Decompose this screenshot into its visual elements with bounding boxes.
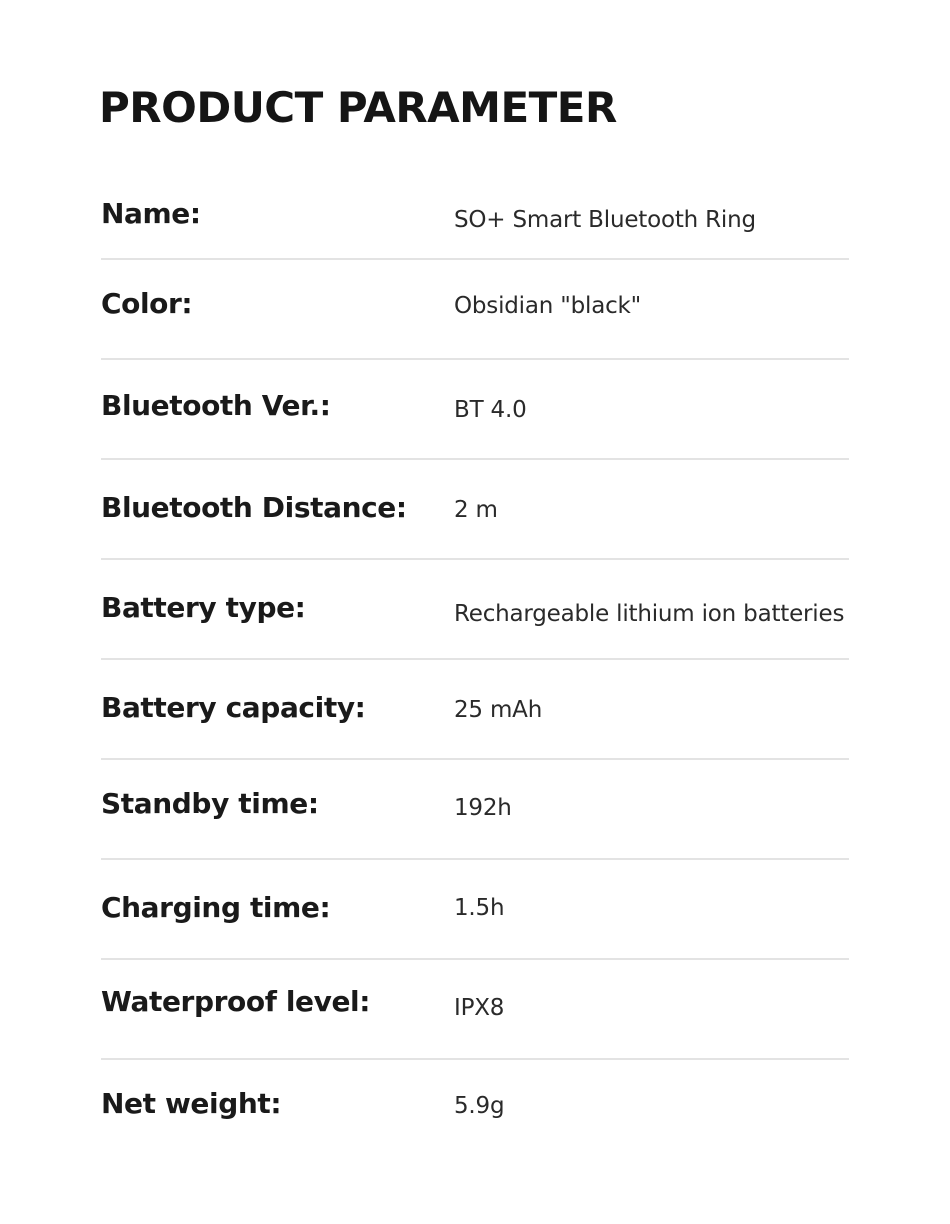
spec-value: 1.5h (454, 895, 505, 921)
spec-label: Name: (101, 197, 201, 230)
spec-row-color (101, 260, 849, 360)
spec-label: Waterproof level: (101, 985, 371, 1018)
spec-label: Standby time: (101, 787, 319, 820)
spec-label: Charging time: (101, 891, 331, 924)
spec-label: Battery type: (101, 591, 306, 624)
spec-value: 25 mAh (454, 697, 543, 723)
spec-label: Battery capacity: (101, 691, 366, 724)
spec-row-waterproof-level (101, 960, 849, 1060)
spec-label: Color: (101, 287, 193, 320)
spec-value: BT 4.0 (454, 397, 527, 423)
spec-label: Bluetooth Distance: (101, 491, 407, 524)
spec-value: SO+ Smart Bluetooth Ring (454, 207, 756, 233)
spec-row-battery-type (101, 560, 849, 660)
spec-value: 192h (454, 795, 512, 821)
spec-label: Net weight: (101, 1087, 282, 1120)
spec-value: Rechargeable lithium ion batteries (454, 601, 845, 627)
spec-row-bluetooth-version (101, 360, 849, 460)
spec-row-name (101, 160, 849, 260)
spec-value: Obsidian "black" (454, 293, 642, 319)
spec-value: 2 m (454, 497, 498, 523)
page-title: PRODUCT PARAMETER (99, 83, 617, 132)
spec-table (101, 160, 849, 1160)
spec-row-battery-capacity (101, 660, 849, 760)
spec-value: 5.9g (454, 1093, 505, 1119)
spec-value: IPX8 (454, 995, 505, 1021)
spec-label: Bluetooth Ver.: (101, 389, 331, 422)
spec-row-net-weight (101, 1060, 849, 1160)
spec-row-bluetooth-distance (101, 460, 849, 560)
spec-row-charging-time (101, 860, 849, 960)
spec-row-standby-time (101, 760, 849, 860)
